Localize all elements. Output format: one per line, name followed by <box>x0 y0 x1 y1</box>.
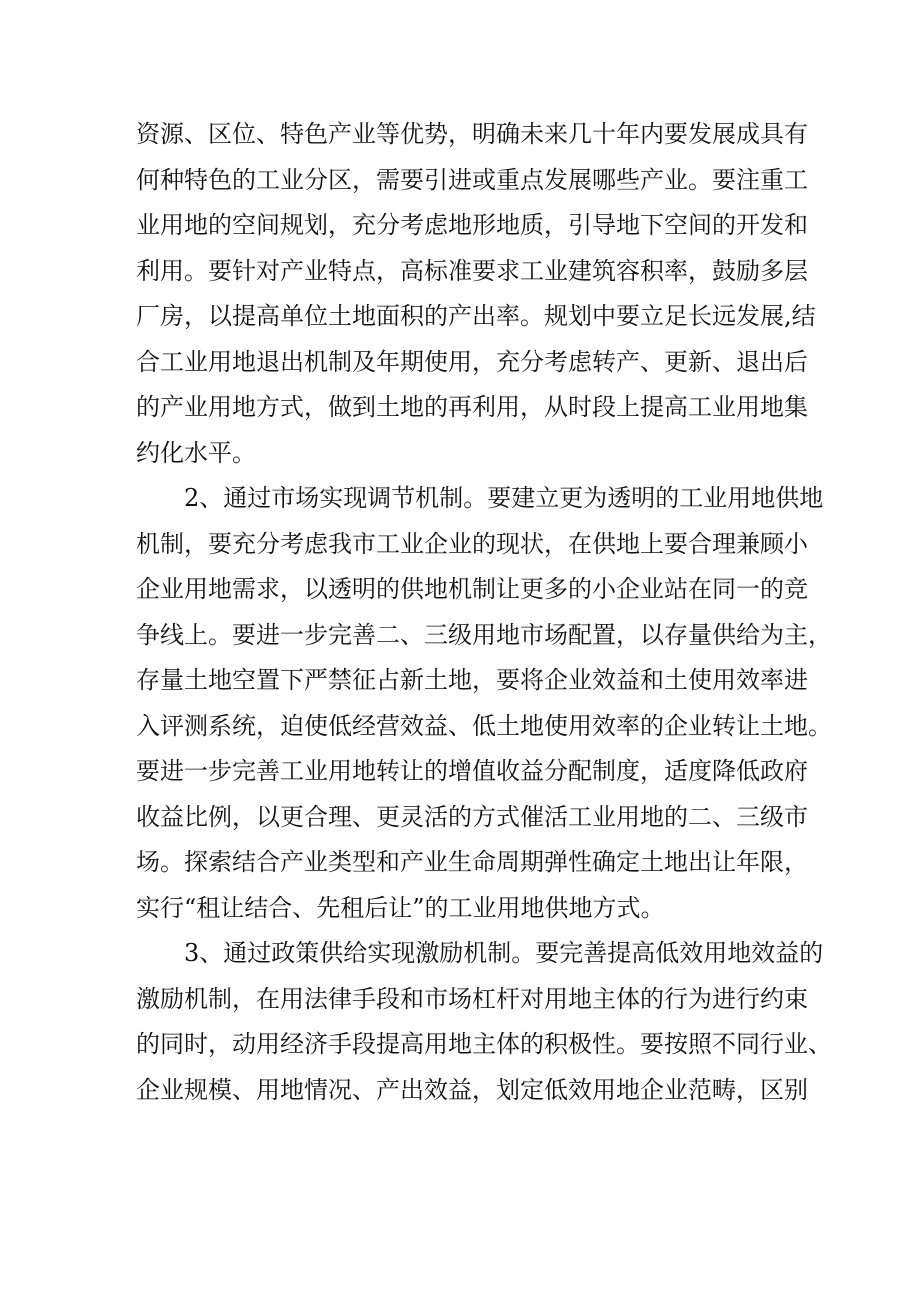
text-line: 厂房，以提高单位土地面积的产出率。规划中要立足长远发展,结 <box>136 302 816 330</box>
text-line: 资源、区位、特色产业等优势，明确未来几十年内要发展成具有 <box>136 120 808 148</box>
paragraph-continuation <box>136 112 816 476</box>
text-line: 企业规模、用地情况、产出效益，划定低效用地企业范畴，区别 <box>136 1075 808 1104</box>
text-line: 利用。要针对产业特点，高标准要求工业建筑容积率，鼓励多层 <box>136 256 808 285</box>
text-line: 要进一步完善工业用地转让的增值收益分配制度，适度降低政府 <box>136 757 808 785</box>
text-line: 实行“租让结合、先租后让”的工业用地供地方式。 <box>136 893 665 922</box>
text-line: 企业用地需求，以透明的供地机制让更多的小企业站在同一的竞 <box>136 575 808 603</box>
text-line: 争线上。要进一步完善二、三级用地市场配置，以存量供给为主， <box>136 620 832 649</box>
text-line: 3、通过政策供给实现激励机制。要完善提高低效用地效益的 <box>184 939 824 967</box>
text-line: 激励机制，在用法律手段和市场杠杆对用地主体的行为进行约束 <box>136 984 808 1013</box>
paragraph-market-mechanism <box>136 476 832 931</box>
text-line: 业用地的空间规划，充分考虑地形地质，引导地下空间的开发和 <box>136 211 808 239</box>
text-line: 的产业用地方式，做到土地的再利用，从时段上提高工业用地集 <box>136 393 808 421</box>
text-line: 何种特色的工业分区，需要引进或重点发展哪些产业。要注重工 <box>136 165 808 194</box>
text-line: 入评测系统，迫使低经营效益、低土地使用效率的企业转让土地。 <box>136 711 832 740</box>
text-line: 场。探索结合产业类型和产业生命周期弹性确定土地出让年限， <box>136 848 808 876</box>
text-line: 收益比例，以更合理、更灵活的方式催活工业用地的二、三级市 <box>136 802 808 831</box>
text-line: 存量土地空置下严禁征占新土地，要将企业效益和土使用效率进 <box>136 666 808 694</box>
text-line: 机制，要充分考虑我市工业企业的现状，在供地上要合理兼顾小 <box>136 529 808 558</box>
document-body <box>136 112 832 1113</box>
text-line: 约化水平。 <box>136 438 256 467</box>
text-line: 2、通过市场实现调节机制。要建立更为透明的工业用地供地 <box>184 484 824 512</box>
paragraph-policy-incentive <box>136 931 832 1113</box>
text-line: 合工业用地退出机制及年期使用，充分考虑转产、更新、退出后 <box>136 347 808 376</box>
text-line: 的同时，动用经济手段提高用地主体的积极性。要按照不同行业、 <box>136 1030 832 1058</box>
